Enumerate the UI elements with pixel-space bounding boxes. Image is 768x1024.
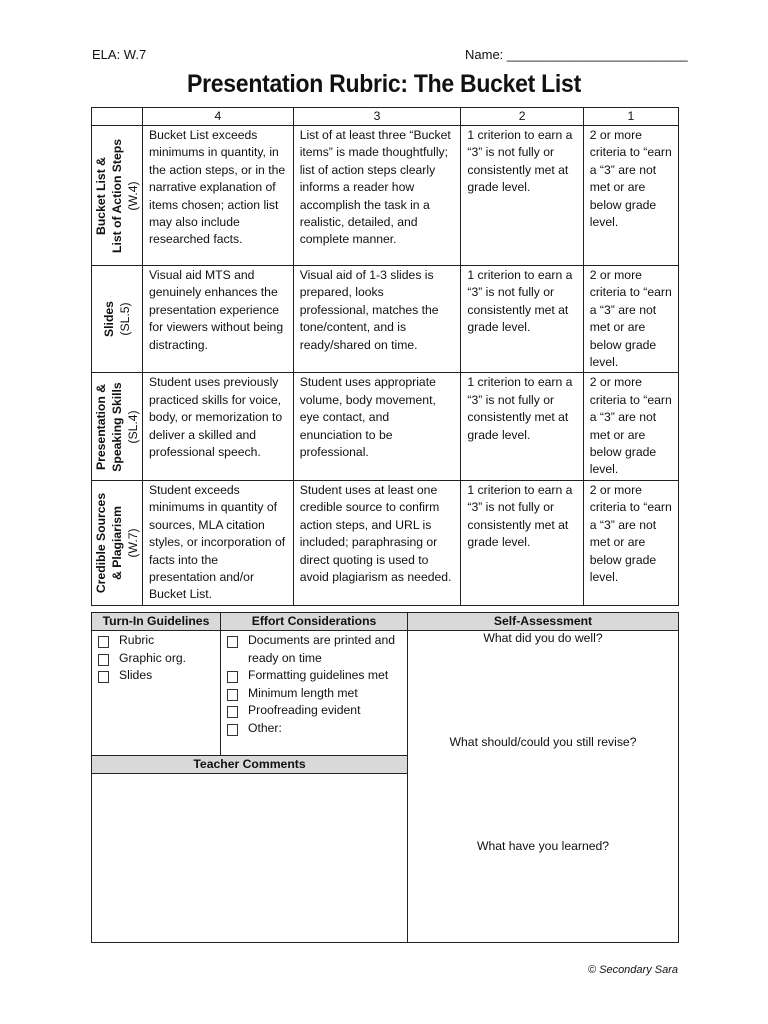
- standard-label: (W.7): [125, 528, 140, 558]
- checklist-item[interactable]: [221, 632, 407, 667]
- criteria-cell: 1 criterion to earn a “3” is not fully or consistently met at grade level.: [461, 373, 583, 480]
- criteria-cell: Student uses appropriate volume, body movement, eye contact, and enunciation to be professional.: [293, 373, 461, 480]
- checklist-item[interactable]: [92, 650, 220, 668]
- category-label: Presentation &: [93, 383, 108, 470]
- score-header-row: [92, 108, 679, 126]
- checklist-label: Formatting guidelines met: [248, 668, 389, 683]
- rubric-row-bucket-list: [92, 126, 679, 266]
- checkbox-icon[interactable]: [227, 724, 238, 736]
- checklist-label: Rubric: [119, 633, 155, 648]
- self-assessment-area[interactable]: [408, 631, 679, 943]
- effort-heading: Effort Considerations: [221, 613, 408, 631]
- self-question-1: What did you do well?: [483, 631, 603, 646]
- criteria-cell: Student uses previously practiced skills for voice, body, or memorization to deliver a skilled and professional speech.: [142, 373, 293, 480]
- rubric-row-sources: [92, 480, 679, 605]
- self-question-3: What have you learned?: [476, 839, 610, 854]
- teacher-comments-area[interactable]: [92, 774, 408, 943]
- turn-in-heading: Turn-In Guidelines: [92, 613, 221, 631]
- self-question-2: What should/could you still revise?: [449, 735, 637, 750]
- criteria-cell: 2 or more criteria to “earn a “3” are not met or are below grade level.: [583, 373, 678, 480]
- criteria-cell: Student exceeds minimums in quantity of sources, MLA citation styles, or incorporation of facts into the presentation and/or Bucket List.: [142, 480, 293, 605]
- category-label: Slides: [101, 301, 116, 338]
- checklist-item[interactable]: [221, 685, 407, 703]
- score-header: 1: [583, 108, 678, 126]
- checklist-item[interactable]: [92, 632, 220, 650]
- copyright-footer: © Secondary Sara: [587, 964, 678, 976]
- category-label: Credible Sources: [93, 492, 108, 593]
- category-cell: [92, 126, 143, 266]
- checkbox-icon[interactable]: [98, 636, 109, 648]
- standard-label: (SL.5): [117, 302, 132, 336]
- rubric-table: [91, 107, 679, 606]
- checkbox-icon[interactable]: [98, 654, 109, 666]
- checklist-label: Documents are printed and ready on time: [248, 633, 396, 665]
- self-assessment-heading: Self-Assessment: [408, 613, 679, 631]
- checklist-item[interactable]: [92, 667, 220, 685]
- score-header: 3: [293, 108, 461, 126]
- standard-label: (W.4): [125, 180, 140, 211]
- checkbox-icon[interactable]: [227, 689, 238, 701]
- effort-list: [221, 631, 408, 756]
- checkbox-icon[interactable]: [227, 671, 238, 683]
- criteria-cell: List of at least three “Bucket items” is made thoughtfully; list of action steps clearly informs a reader how accomplish the task in a realistic, detailed, and complete manner.: [293, 126, 461, 266]
- criteria-cell: 1 criterion to earn a “3” is not fully or consistently met at grade level.: [461, 126, 583, 266]
- score-header: 4: [142, 108, 293, 126]
- criteria-cell: 2 or more criteria to “earn a “3” are not met or are below grade level.: [583, 126, 678, 266]
- criteria-cell: 1 criterion to earn a “3” is not fully or consistently met at grade level.: [461, 266, 583, 373]
- checklist-label: Graphic org.: [119, 650, 187, 665]
- checklist-item[interactable]: [221, 667, 407, 685]
- category-label: List of Action Steps: [109, 138, 124, 253]
- page-title: Presentation Rubric: The Bucket List: [187, 70, 581, 98]
- subject-label: ELA: W.7: [92, 47, 147, 62]
- corner-cell: [92, 108, 143, 126]
- standard-label: (SL.4): [125, 410, 140, 444]
- teacher-comments-heading: Teacher Comments: [92, 756, 408, 774]
- score-header: 2: [461, 108, 583, 126]
- turn-in-list: [92, 631, 221, 756]
- checklist-item[interactable]: [221, 702, 407, 720]
- checklist-item[interactable]: [221, 720, 407, 738]
- criteria-cell: 1 criterion to earn a “3” is not fully or consistently met at grade level.: [461, 480, 583, 605]
- category-label: & Plagiarism: [109, 505, 124, 580]
- checkbox-icon[interactable]: [227, 636, 238, 648]
- criteria-cell: 2 or more criteria to “earn a “3” are not met or are below grade level.: [583, 480, 678, 605]
- name-field[interactable]: Name: _________________________: [465, 47, 688, 62]
- checklist-label: Minimum length met: [248, 685, 358, 700]
- checkbox-icon[interactable]: [98, 671, 109, 683]
- category-cell: [92, 373, 143, 480]
- checklist-label: Other:: [248, 721, 282, 736]
- bottom-table: [91, 612, 679, 943]
- criteria-cell: Visual aid MTS and genuinely enhances the presentation experience for viewers without being distracting.: [142, 266, 293, 373]
- category-cell: [92, 480, 143, 605]
- checklist-label: Slides: [119, 668, 153, 683]
- category-cell: [92, 266, 143, 373]
- category-label: Speaking Skills: [109, 381, 124, 472]
- rubric-row-slides: [92, 266, 679, 373]
- checkbox-icon[interactable]: [227, 706, 238, 718]
- checklist-label: Proofreading evident: [248, 703, 361, 718]
- criteria-cell: Bucket List exceeds minimums in quantity, in the action steps, or in the narrative explanation of items chosen; action list may also include researched facts.: [142, 126, 293, 266]
- criteria-cell: Visual aid of 1-3 slides is prepared, looks professional, matches the tone/content, and is ready/shared on time.: [293, 266, 461, 373]
- rubric-row-presentation: [92, 373, 679, 480]
- criteria-cell: 2 or more criteria to “earn a “3” are not met or are below grade level.: [583, 266, 678, 373]
- criteria-cell: Student uses at least one credible source to confirm action steps, and URL is included; paraphrasing or direct quoting is used to avoid plagiarism as needed.: [293, 480, 461, 605]
- category-label: Bucket List &: [93, 156, 108, 235]
